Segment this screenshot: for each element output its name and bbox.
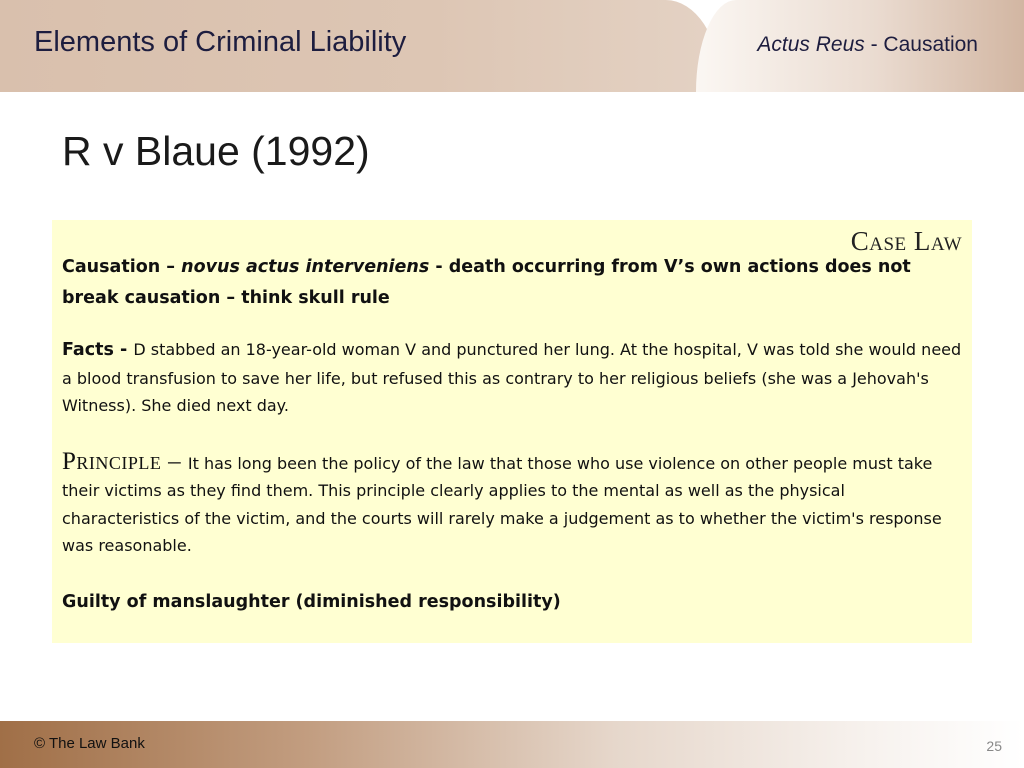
facts-paragraph: [62, 336, 962, 420]
case-headline: [62, 252, 962, 314]
header-subtitle: [757, 33, 978, 57]
page-number: 25: [986, 738, 1002, 754]
copyright-text: © The Law Bank: [34, 735, 145, 752]
case-law-box: [52, 220, 972, 643]
principle-text: It has long been the policy of the law that those who use violence on other people must take their victims as they find them. This principle clearly applies to the mental as well as the physical characteristics of the victim, and the courts will rarely make a judgement as to whether the victim's response was reasonable.: [62, 453, 942, 555]
principle-lead: Principle –: [62, 447, 188, 475]
facts-lead: Facts -: [62, 340, 134, 360]
header-title: Elements of Criminal Liability: [34, 26, 407, 58]
header-subtitle-rest: - Causation: [864, 33, 978, 56]
verdict: Guilty of manslaughter (diminished responsibility): [62, 591, 561, 612]
slide-title: R v Blaue (1992): [62, 128, 370, 174]
footer-band: [0, 721, 1024, 768]
header-subtitle-italic: Actus Reus: [757, 33, 865, 56]
facts-text: D stabbed an 18-year-old woman V and punctured her lung. At the hospital, V was told she would need a blood transfusion to save her life, but refused this as contrary to her religious beliefs (she was a Jehovah's Witness). She died next day.: [62, 340, 962, 415]
headline-rest: - death occurring from V’s own actions does not break causation – think skull rule: [62, 257, 911, 308]
principle-paragraph: [62, 448, 962, 560]
case-law-label: Case Law: [850, 226, 962, 256]
headline-prefix: Causation –: [62, 257, 182, 277]
headline-italic: novus actus interveniens: [181, 257, 430, 277]
